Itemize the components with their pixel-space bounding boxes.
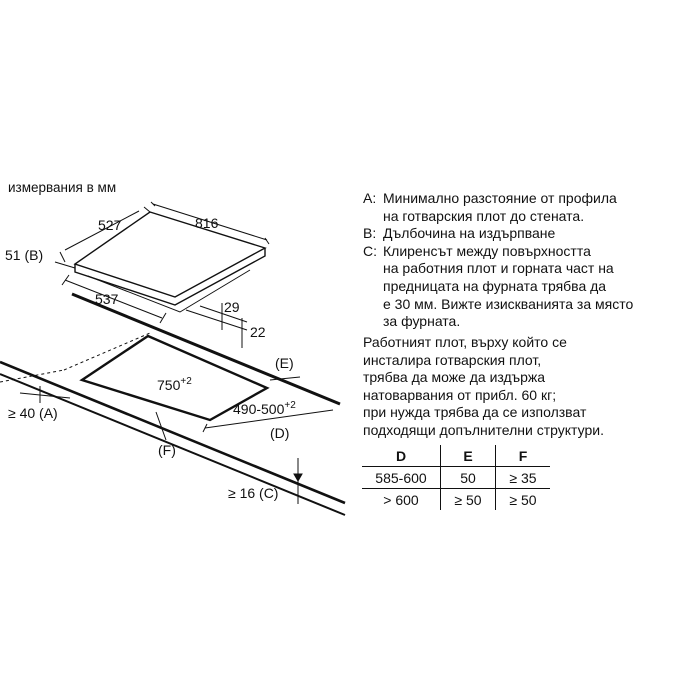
label-e: (E) (275, 355, 294, 371)
legend-item-c (363, 243, 693, 331)
table-cell: > 600 (362, 489, 441, 511)
table-header: E (441, 445, 496, 467)
dim-cutout-width: $750^{+2}$ (157, 376, 192, 393)
legend-item-b (363, 225, 693, 243)
table-cell: ≥ 50 (496, 489, 551, 511)
table-row (362, 489, 550, 511)
dim-cutout-depth: $490-500^{+2}$ (233, 400, 296, 417)
table-cell: ≥ 35 (496, 467, 551, 489)
legend-text: Клиренсът между повърхността на работния плот и горната част на предницата на фурната трябва да е 30 мм. Вижте изискванията за място за фурната. (383, 242, 634, 330)
legend-key: C: (363, 242, 377, 259)
table-cell: 585-600 (362, 467, 441, 489)
load-note: Работният плот, върху който се инсталира готварския плот, трябва да може да издържа натоварвания от прибл. 60 кг; при нужда трябва да се използват подходящи допълнителни структури. (363, 334, 604, 438)
clearance-table (362, 445, 550, 510)
legend-key: B: (363, 225, 377, 242)
legend (363, 190, 693, 331)
legend-text: Минимално разстояние от профила на готварския плот до стената. (383, 190, 617, 224)
legend-item-a (363, 190, 693, 225)
table-header-row (362, 445, 550, 467)
table-header: D (362, 445, 441, 467)
table-header: F (496, 445, 551, 467)
table-cell: 50 (441, 467, 496, 489)
dim-29: 29 (224, 299, 240, 315)
dim-22: 22 (250, 324, 266, 340)
label-f: (F) (158, 442, 176, 458)
worktop-back-edge (72, 294, 340, 404)
dim-depth: 527 (98, 217, 122, 233)
units-caption: измервания в мм (8, 180, 117, 195)
label-d: (D) (270, 425, 290, 441)
legend-text: Дълбочина на издърпване (383, 225, 556, 242)
table-cell: ≥ 50 (441, 489, 496, 511)
dim-c: ≥ 16 (C) (228, 485, 279, 501)
dim-b: 51 (B) (5, 247, 44, 263)
legend-key: A: (363, 190, 377, 206)
dim-width: 816 (195, 215, 219, 231)
dim-depth-cut: 537 (95, 291, 119, 307)
table-row (362, 467, 550, 489)
dim-a: ≥ 40 (A) (8, 405, 58, 421)
